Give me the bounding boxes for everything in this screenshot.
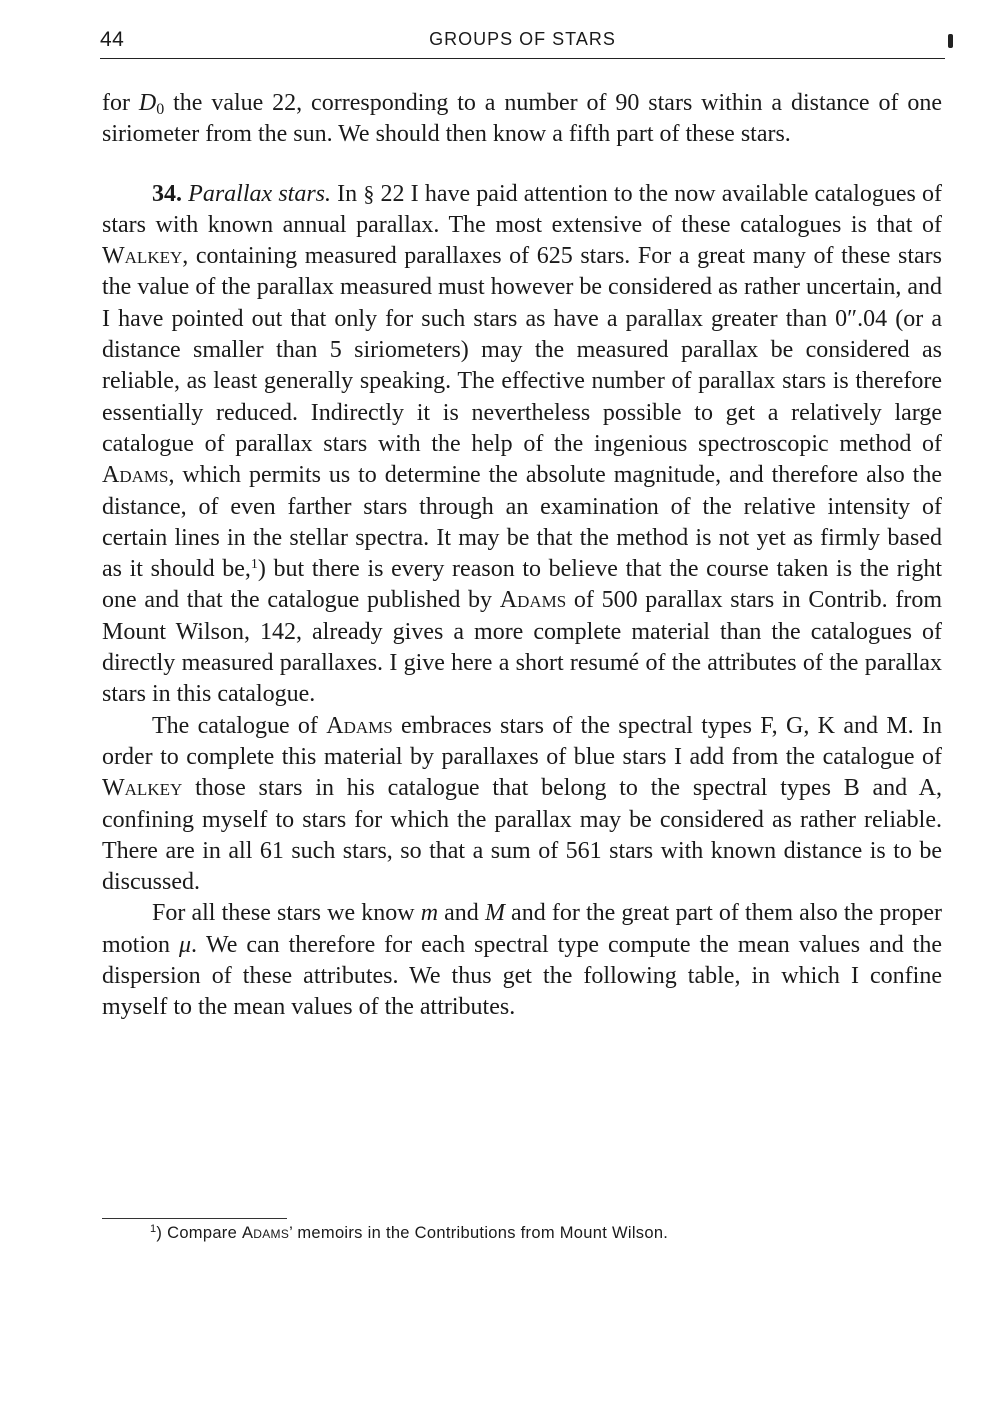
name-walkey: Walkey <box>102 243 183 270</box>
footnote: $^1$) Compare Adams’ memoirs in the Contributions from Mount Wilson. <box>150 1223 669 1242</box>
page-number: 44 <box>100 28 125 51</box>
section-number: 34. <box>152 180 182 207</box>
section-title: Parallax stars. <box>188 180 332 207</box>
section-sign: § <box>363 180 375 206</box>
symbol-m: m <box>420 900 439 927</box>
ink-mark <box>948 34 953 48</box>
name-walkey: Walkey <box>102 775 183 802</box>
d-subscript: 0 <box>156 101 165 118</box>
footnote-marker: 1 <box>150 1223 157 1235</box>
page-header <box>100 26 945 59</box>
body-text <box>102 88 942 1024</box>
paragraph-4: For all these stars we know m and M and for the great part of them also the proper motion μ. We can therefore for each spectral type compute the mean values and the dispersion of these attributes. We thus get the following table, in which I confine myself to the mean values of the attributes. <box>102 900 942 1021</box>
d-symbol: D <box>138 90 157 116</box>
name-adams: Adams <box>326 712 393 739</box>
footnote-rule <box>102 1218 287 1219</box>
section-34-paragraph: 34. Parallax stars. In § 22 I have paid attention to the now available catalogues of stars with known annual parallax. The most extensive of these catalogues is that of Walkey, containing measured parallaxes of 625 stars. For a great many of these stars the value of the parallax measured must however be considered as rather uncertain, and I have pointed out that only for such stars as have a parallax greater than 0″.04 (or a distance smaller than 5 siriometers) may the measured parallax be considered as reliable, as least generally speaking. The effective number of parallax stars is therefore essentially reduced. Indirectly it is nevertheless possible to get a relatively large catalogue of parallax stars with the help of the ingenious spectroscopic method of Adams, which permits us to determine the absolute magnitude, and therefore also the distance, of even farther stars through an examination of the relative intensity of certain lines in the stellar spectra. It may be that the method is not yet as firmly based as it should be,$^1$) but there is every reason to believe that the course taken is the right one and that the catalogue published by Adams of 500 parallax stars in Contrib. from Mount Wilson, 142, already gives a more complete material than the catalogues of directly measured parallaxes. I give here a short resumé of the attributes of the parallax stars in this catalogue. <box>102 180 942 708</box>
symbol-mu: μ <box>178 931 192 958</box>
running-title: GROUPS OF STARS <box>429 29 616 49</box>
symbol-M: M <box>484 900 505 927</box>
footnote-reference: 1 <box>250 557 258 573</box>
name-adams: Adams <box>499 587 567 614</box>
name-adams: Adams <box>241 1224 290 1242</box>
paragraph-1: for $D_0$ the value 22, corresponding to a number of 90 stars within a distance of one siriometer from the sun. We should then know a fifth part of these stars. <box>102 90 942 148</box>
paragraph-3: The catalogue of Adams embraces stars of the spectral types F, G, K and M. In order to complete this material by parallaxes of blue stars I add from the catalogue of Walkey those stars in his catalogue that belong to the spectral types B and A, confining myself to stars for which the parallax may be considered as rather reliable. There are in all 61 such stars, so that a sum of 561 stars with known distance is to be discussed. <box>102 712 942 896</box>
name-adams: Adams <box>102 462 169 489</box>
